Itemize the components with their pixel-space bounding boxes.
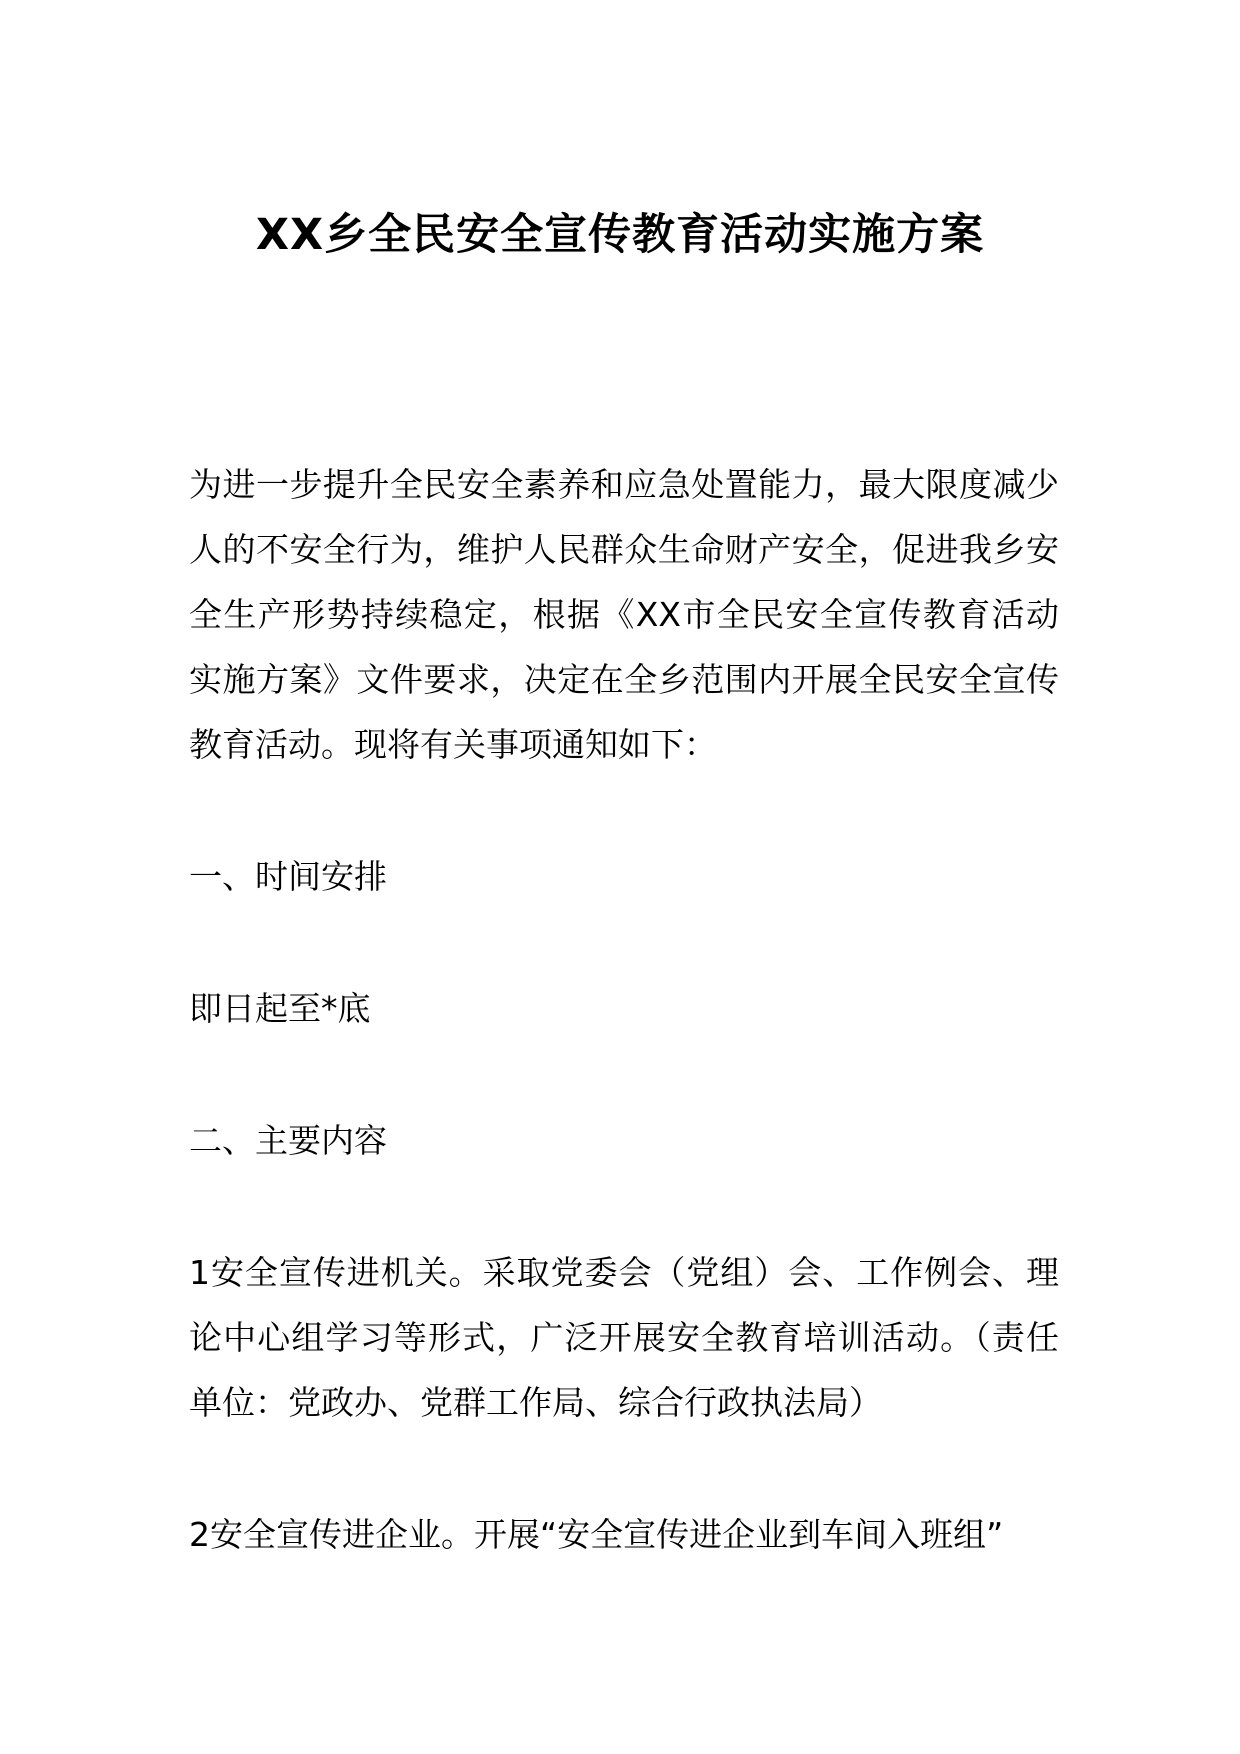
section1-heading: 一、时间安排 [189,857,387,896]
intro-paragraph: 为进一步提升全民安全素养和应急处置能力，最大限度减少人的不安全行为，维护人民群众生命财产安全，促进我乡安全生产形势持续稳定，根据《XX市全民安全宣传教育活动实施方案》文件要求，决定在全乡范围内开展全民安全宣传教育活动。现将有关事项通知如下： [189,465,1059,764]
section2-heading: 二、主要内容 [189,1121,387,1160]
document-body [189,452,1059,1567]
document-title: XX乡全民安全宣传教育活动实施方案 [255,210,985,260]
item-2-paragraph: 2安全宣传进企业。开展“安全宣传进企业到车间入班组” [189,1515,1004,1554]
section1-body: 即日起至*底 [189,989,371,1028]
item-1-paragraph: 1安全宣传进机关。采取党委会（党组）会、工作例会、理论中心组学习等形式，广泛开展安全教育培训活动。（责任单位：党政办、党群工作局、综合行政执法局） [189,1253,1059,1422]
